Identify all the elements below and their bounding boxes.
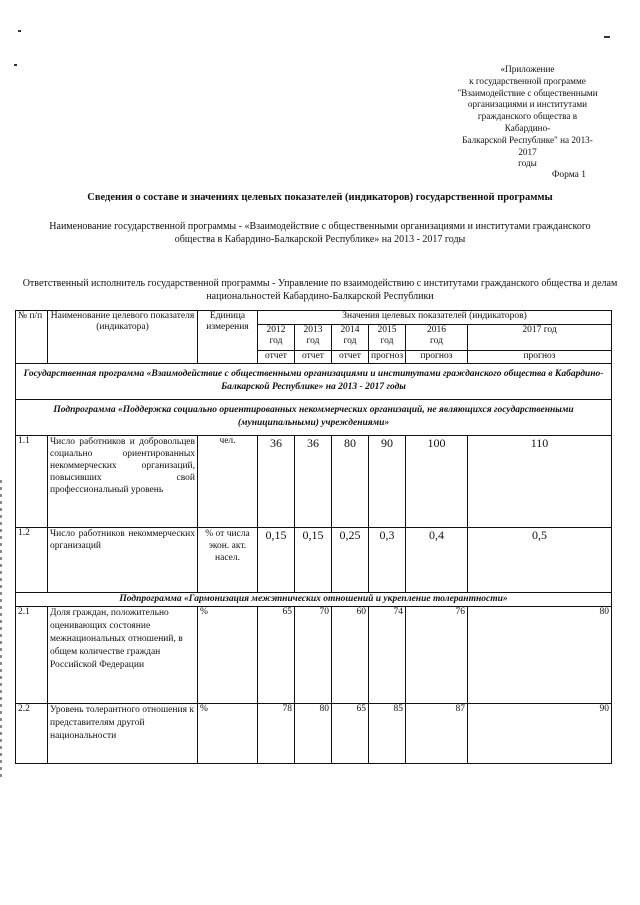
value-cell: 110: [468, 436, 612, 528]
year-header: 2014 год: [332, 325, 369, 351]
col-num-header: № п/п: [16, 311, 48, 364]
subprogram-title: Подпрограмма «Поддержка социально ориентированных некоммерческих организаций, не являющихся государственными (муниципальными) учреждениями»: [16, 400, 612, 436]
appendix-line: гражданского общества в Кабардино-: [477, 111, 578, 133]
table-row: [16, 528, 612, 593]
value-cell: 76: [406, 607, 468, 704]
kind-header: прогноз: [468, 351, 612, 364]
kind-header: прогноз: [369, 351, 406, 364]
value-cell: 36: [258, 436, 295, 528]
value-cell: 80: [295, 704, 332, 764]
scan-mark: [14, 64, 17, 66]
values-header: Значения целевых показателей (индикаторов): [258, 311, 612, 325]
value-cell: 0,3: [369, 528, 406, 593]
indicator-unit: %: [198, 704, 258, 764]
appendix-line: к государственной программе: [469, 75, 586, 86]
value-cell: 87: [406, 704, 468, 764]
value-cell: 90: [468, 704, 612, 764]
appendix-line: «Приложение: [500, 64, 555, 74]
col-name-header: Наименование целевого показателя (индикатора): [48, 311, 198, 364]
subprogram-row: [16, 400, 612, 436]
appendix-line: годы: [518, 158, 537, 169]
value-cell: 70: [295, 607, 332, 704]
kind-header: отчет: [258, 351, 295, 364]
value-cell: 60: [332, 607, 369, 704]
value-cell: 36: [295, 436, 332, 528]
indicators-table: [15, 310, 612, 764]
year-header: 2015 год: [369, 325, 406, 351]
program-name: Наименование государственной программы - «Взаимодействие с общественными организациями и институтами гражданского общества в Кабардино-Балкарской Республике» на 2013 - 2017 годы: [49, 221, 591, 245]
value-cell: 0,15: [295, 528, 332, 593]
appendix-line: Балкарской Республике" на 2013-2017: [462, 134, 593, 157]
table-row: [16, 607, 612, 704]
table-row: [16, 436, 612, 528]
indicator-unit: чел.: [198, 436, 258, 528]
value-cell: 74: [369, 607, 406, 704]
subprogram-row: [16, 593, 612, 607]
year-header: 2012 год: [258, 325, 295, 351]
table-row: [16, 704, 612, 764]
indicator-unit: %: [198, 607, 258, 704]
indicator-unit: % от числа экон. акт. насел.: [198, 528, 258, 593]
value-cell: 0,5: [468, 528, 612, 593]
subprogram-title: Подпрограмма «Гармонизация межэтнических отношений и укрепление толерантности»: [16, 593, 612, 607]
value-cell: 0,4: [406, 528, 468, 593]
scan-mark: [604, 36, 610, 38]
row-num: 2.2: [16, 704, 48, 764]
value-cell: 80: [332, 436, 369, 528]
document-title: Сведения о составе и значениях целевых показателей (индикаторов) государственной программы: [87, 192, 553, 203]
scan-mark: [18, 30, 21, 32]
year-header: 2013 год: [295, 325, 332, 351]
kind-header: отчет: [295, 351, 332, 364]
year-header: 2017 год: [468, 325, 612, 351]
indicator-name: Число работников и добровольцев социально ориентированных некоммерческих организаций, повысивших свой профессиональный уровень: [48, 436, 198, 528]
program-row: [16, 364, 612, 400]
year-header: 2016 год: [406, 325, 468, 351]
col-unit-header: Единица измерения: [198, 311, 258, 364]
value-cell: 80: [468, 607, 612, 704]
program-title: Государственная программа «Взаимодействие с общественными организациями и институтами гражданского общества в Кабардино-Балкарской Республике» на 2013 - 2017 годы: [16, 364, 612, 400]
value-cell: 90: [369, 436, 406, 528]
value-cell: 85: [369, 704, 406, 764]
kind-header: отчет: [332, 351, 369, 364]
value-cell: 100: [406, 436, 468, 528]
row-num: 2.1: [16, 607, 48, 704]
value-cell: 0,15: [258, 528, 295, 593]
indicator-name: Доля граждан, положительно оценивающих состояние межнациональных отношений, в общем количестве граждан Российской Федерации: [48, 607, 198, 704]
row-num: 1.2: [16, 528, 48, 593]
value-cell: 78: [258, 704, 295, 764]
scan-edge: [0, 480, 2, 780]
appendix-note: [455, 64, 600, 170]
value-cell: 0,25: [332, 528, 369, 593]
header-row: [16, 311, 612, 325]
row-num: 1.1: [16, 436, 48, 528]
form-label: Форма 1: [551, 170, 586, 180]
value-cell: 65: [258, 607, 295, 704]
kind-header: прогноз: [406, 351, 468, 364]
appendix-line: "Взаимодействие с общественными: [457, 87, 598, 98]
indicator-name: Число работников некоммерческих организаций: [48, 528, 198, 593]
responsible-executor: Ответственный исполнитель государственной программы - Управление по взаимодействию с институтами гражданского общества и делам национальностей Кабардино-Балкарской Республики: [22, 278, 618, 302]
value-cell: 65: [332, 704, 369, 764]
indicator-name: Уровень толерантного отношения к представителям другой национальности: [48, 704, 198, 764]
appendix-line: организациями и институтами: [467, 99, 588, 110]
